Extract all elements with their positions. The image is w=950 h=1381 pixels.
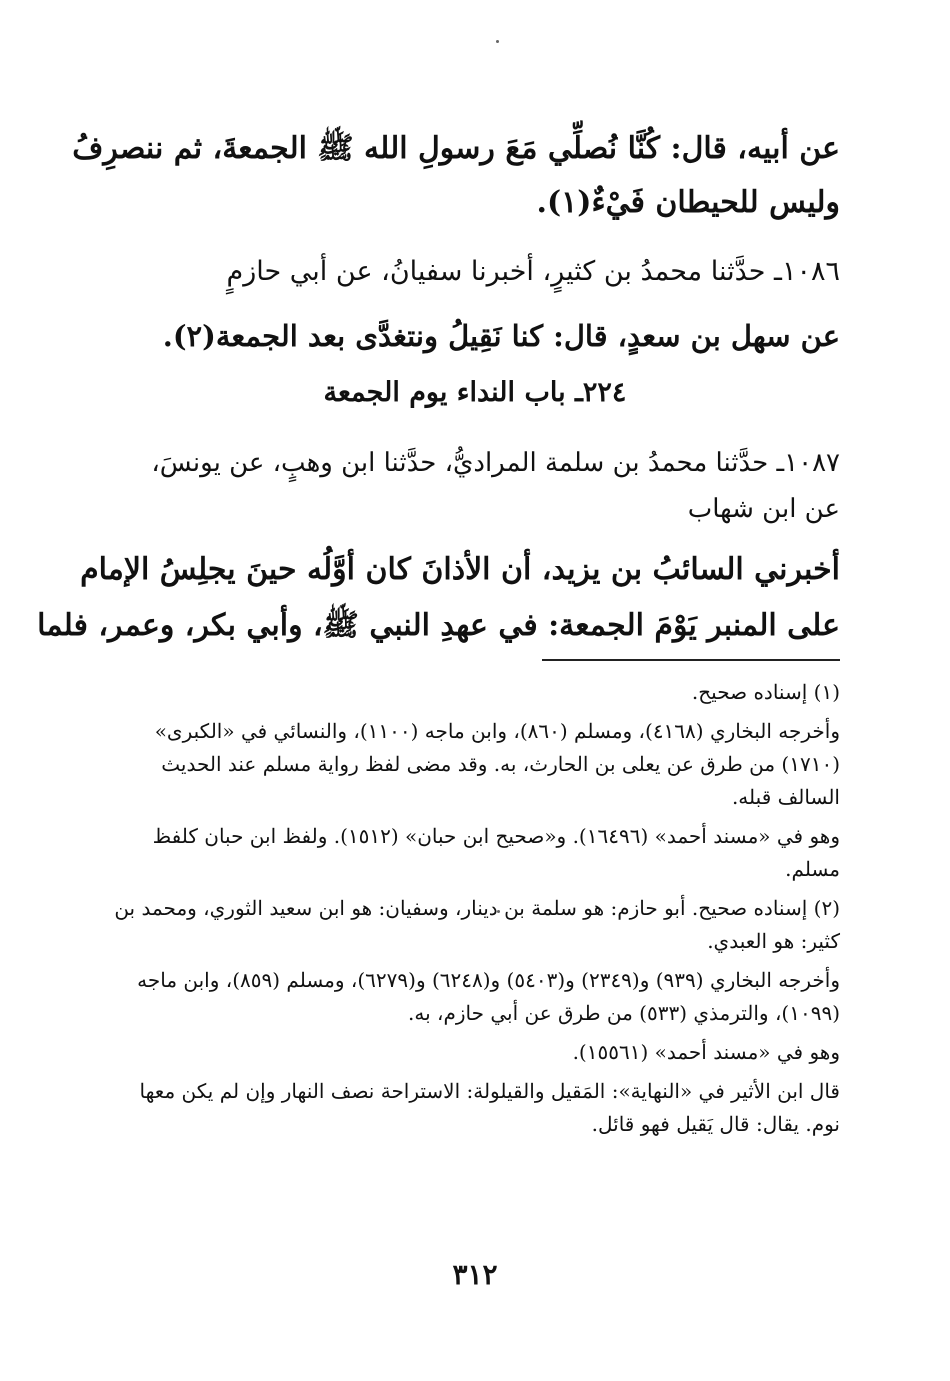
page-number: ٣١٢ — [452, 1258, 498, 1291]
footnote-separator — [542, 659, 840, 661]
footnotes — [110, 676, 840, 1147]
footnote: وهو في «مسند أحمد» (١٦٤٩٦). و«صحيح ابن حبان» (١٥١٢). ولفظ ابن حبان كلفظ مسلم. — [152, 824, 840, 881]
text-line: عن أبيه، قال: كُنَّا نُصلِّي مَعَ رسولِ الله ﷺ الجمعةَ، ثم ننصرِفُ — [72, 131, 840, 166]
text-line: ١٠٨٧ـ حدَّثنا محمدُ بن سلمة المراديُّ، حدَّثنا ابن وهبٍ، عن يونسَ، — [151, 448, 840, 478]
footnote: (١) إسناده صحيح. — [691, 680, 840, 704]
text-line: أخبرني السائبُ بن يزيد، أن الأذانَ كان أوَّلُه حينَ يجلِسُ الإمام — [80, 552, 840, 587]
paragraph-hadith-1087-isnad — [110, 440, 840, 532]
text-line: عن سهل بن سعدٍ، قال: كنا نَقِيلُ ونتغدَّى بعد الجمعة(٢). — [162, 319, 840, 353]
text-line: على المنبر يَوْمَ الجمعة: في عهدِ النبي ﷺ، وأبي بكر، وعمر، فلما — [37, 608, 840, 643]
chapter-heading: ٢٢٤ـ باب النداء يوم الجمعة — [323, 377, 627, 408]
text-line: عن ابن شهاب — [687, 494, 840, 524]
text-line: وليس للحيطان فَيْءٌ(١). — [536, 185, 840, 220]
footnote: (٢) إسناده صحيح. أبو حازم: هو سلمة بن دينار، وسفيان: هو ابن سعيد الثوري، ومحمد بن كثير: هو العبدي. — [114, 896, 840, 953]
text-line: ١٠٨٦ـ حدَّثنا محمدُ بن كثيرٍ، أخبرنا سفيانُ، عن أبي حازمٍ — [226, 256, 840, 287]
paragraph-hadith-1087-matn — [37, 542, 840, 654]
scan-speck — [496, 40, 499, 43]
paragraph-hadith-1086 — [110, 240, 840, 368]
footnote: وهو في «مسند أحمد» (١٥٥٦١). — [572, 1040, 840, 1064]
footnote: قال ابن الأثير في «النهاية»: المَقيل والقيلولة: الاستراحة نصف النهار وإن لم يكن معها نوم. يقال: قال يَقيل فهو قائل. — [139, 1079, 840, 1136]
footnote: وأخرجه البخاري (٩٣٩) و(٢٣٤٩) و(٥٤٠٣) و(٦٢٤٨) و(٦٢٧٩)، ومسلم (٨٥٩)، وابن ماجه (١٠٩٩)، والترمذي (٥٣٣) من طرق عن أبي حازم، به. — [137, 968, 840, 1025]
paragraph-hadith-continuation — [72, 122, 840, 230]
footnote: وأخرجه البخاري (٤١٦٨)، ومسلم (٨٦٠)، وابن ماجه (١١٠٠)، والنسائي في «الكبرى» (١٧١٠) من طرق عن يعلى بن الحارث، به. وقد مضى لفظ رواية مسلم عند الحديث السالف قبله. — [154, 719, 840, 809]
